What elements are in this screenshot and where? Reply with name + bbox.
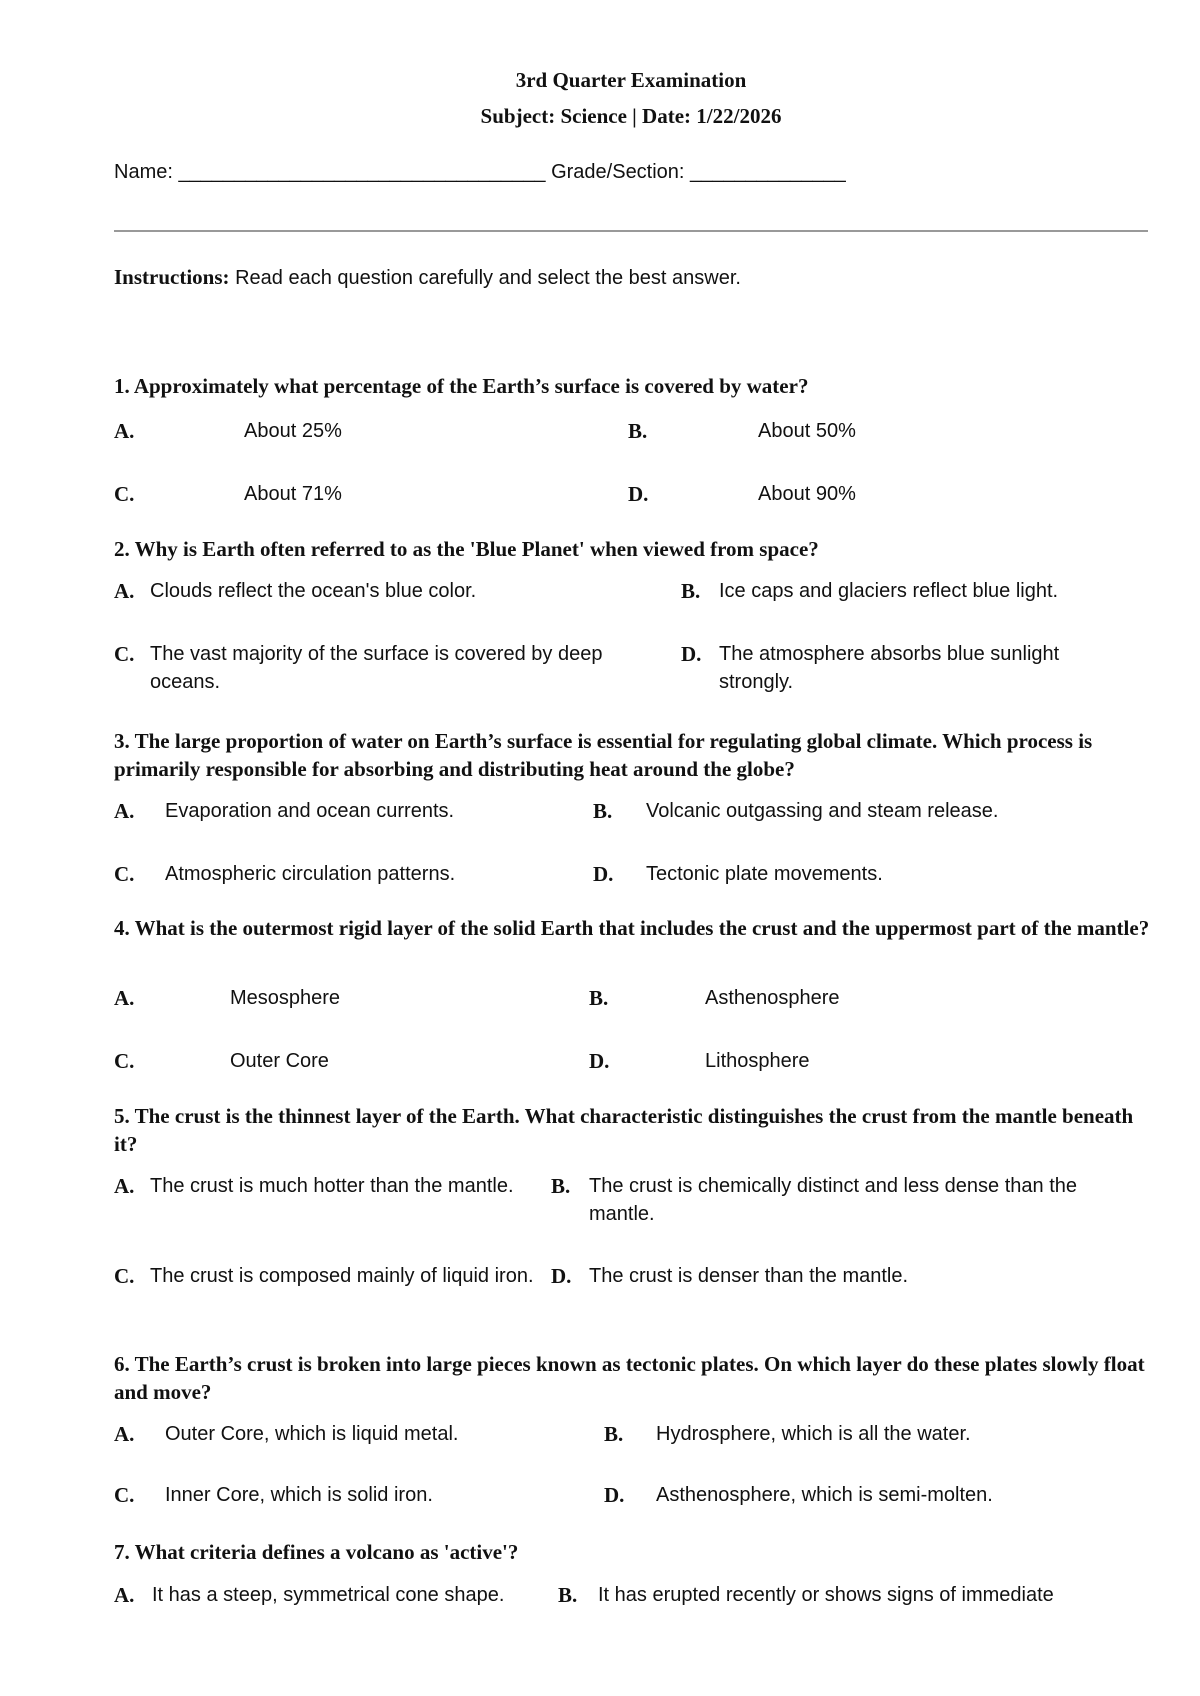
option-6a[interactable] (114, 1420, 594, 1448)
header-divider (114, 230, 1148, 232)
option-text: The crust is chemically distinct and less dense than the mantle. (589, 1175, 1078, 1225)
option-text: Lithosphere (705, 1050, 810, 1072)
question-7: 7. What criteria defines a volcano as 'active'? (114, 1540, 519, 1564)
option-2c[interactable] (114, 640, 674, 696)
option-6c[interactable] (114, 1481, 594, 1509)
option-letter: D. (604, 1483, 625, 1507)
option-1a[interactable] (114, 417, 614, 445)
instructions-text: Read each question carefully and select the best answer. (229, 267, 741, 289)
option-text: About 71% (244, 483, 342, 505)
option-4a[interactable] (114, 984, 584, 1012)
option-letter: B. (604, 1422, 624, 1446)
option-letter: A. (114, 799, 135, 823)
option-text: It has a steep, symmetrical cone shape. (152, 1584, 505, 1606)
option-letter: D. (593, 862, 614, 886)
option-letter: D. (589, 1049, 610, 1073)
option-text: Asthenosphere (705, 987, 840, 1009)
option-letter: C. (114, 1483, 135, 1507)
question-5: 5. The crust is the thinnest layer of the Earth. What characteristic distinguishes the crust from the mantle beneath it? (114, 1104, 1134, 1156)
option-letter: C. (114, 1264, 135, 1288)
option-7b[interactable] (558, 1581, 1158, 1609)
option-1b[interactable] (628, 417, 1128, 445)
option-6d[interactable] (604, 1481, 1144, 1509)
option-1d[interactable] (628, 480, 1128, 508)
option-letter: A. (114, 1422, 135, 1446)
question-4: 4. What is the outermost rigid layer of the solid Earth that includes the crust and the uppermost part of the mantle? (114, 916, 1150, 940)
option-text: The crust is much hotter than the mantle. (150, 1175, 514, 1197)
option-text: Tectonic plate movements. (646, 863, 883, 885)
option-letter: B. (551, 1174, 571, 1198)
option-text: Ice caps and glaciers reflect blue light. (719, 580, 1059, 602)
option-letter: A. (114, 579, 135, 603)
option-2d[interactable] (681, 640, 1141, 696)
instructions-label: Instructions: (114, 265, 230, 289)
option-text: The crust is composed mainly of liquid iron. (150, 1265, 534, 1287)
option-3b[interactable] (593, 797, 1143, 825)
option-text: About 50% (758, 420, 856, 442)
option-letter: B. (593, 799, 613, 823)
option-6b[interactable] (604, 1420, 1144, 1448)
option-letter: C. (114, 642, 135, 666)
question-1: 1. Approximately what percentage of the Earth’s surface is covered by water? (114, 374, 809, 398)
question-3: 3. The large proportion of water on Earth’s surface is essential for regulating global climate. Which process is primarily responsible for absorbing and distributing heat around the globe? (114, 729, 1093, 781)
option-5b[interactable] (551, 1172, 1151, 1228)
option-1c[interactable] (114, 480, 614, 508)
option-3a[interactable] (114, 797, 584, 825)
option-text: Clouds reflect the ocean's blue color. (150, 580, 477, 602)
option-letter: A. (114, 419, 135, 443)
exam-title: 3rd Quarter Examination (515, 68, 747, 92)
option-text: The atmosphere absorbs blue sunlight strongly. (719, 643, 1060, 693)
option-letter: B. (558, 1583, 578, 1607)
option-letter: C. (114, 482, 135, 506)
option-5d[interactable] (551, 1262, 1151, 1290)
option-4c[interactable] (114, 1047, 584, 1075)
option-3c[interactable] (114, 860, 584, 888)
option-text: About 25% (244, 420, 342, 442)
option-letter: C. (114, 862, 135, 886)
option-text: Hydrosphere, which is all the water. (656, 1423, 971, 1445)
option-text: It has erupted recently or shows signs of immediate (598, 1584, 1054, 1606)
option-text: Inner Core, which is solid iron. (165, 1484, 433, 1506)
option-3d[interactable] (593, 860, 1143, 888)
option-text: Asthenosphere, which is semi-molten. (656, 1484, 993, 1506)
option-letter: A. (114, 986, 135, 1010)
option-text: The vast majority of the surface is covered by deep oceans. (150, 643, 603, 693)
option-text: Outer Core (230, 1050, 329, 1072)
option-letter: D. (628, 482, 649, 506)
option-letter: C. (114, 1049, 135, 1073)
option-letter: D. (551, 1264, 572, 1288)
option-text: The crust is denser than the mantle. (589, 1265, 909, 1287)
option-4b[interactable] (589, 984, 1139, 1012)
option-5a[interactable] (114, 1172, 554, 1200)
exam-subtitle: Subject: Science | Date: 1/22/2026 (480, 104, 782, 128)
question-6: 6. The Earth’s crust is broken into large pieces known as tectonic plates. On which layer do these plates slowly float and move? (114, 1352, 1145, 1404)
option-text: Outer Core, which is liquid metal. (165, 1423, 459, 1445)
option-letter: D. (681, 642, 702, 666)
option-letter: A. (114, 1583, 135, 1607)
option-text: Evaporation and ocean currents. (165, 800, 455, 822)
option-text: About 90% (758, 483, 856, 505)
name-grade-line: Name: _________________________________ Grade/Section: ______________ (114, 161, 846, 183)
option-4d[interactable] (589, 1047, 1139, 1075)
option-text: Atmospheric circulation patterns. (165, 863, 456, 885)
option-letter: A. (114, 1174, 135, 1198)
option-2b[interactable] (681, 577, 1141, 605)
option-letter: B. (681, 579, 701, 603)
option-letter: B. (628, 419, 648, 443)
option-5c[interactable] (114, 1262, 554, 1290)
option-letter: B. (589, 986, 609, 1010)
option-2a[interactable] (114, 577, 674, 605)
option-text: Mesosphere (230, 987, 341, 1009)
option-7a[interactable] (114, 1581, 554, 1609)
instructions (114, 265, 741, 290)
question-2: 2. Why is Earth often referred to as the 'Blue Planet' when viewed from space? (114, 537, 819, 561)
option-text: Volcanic outgassing and steam release. (646, 800, 999, 822)
